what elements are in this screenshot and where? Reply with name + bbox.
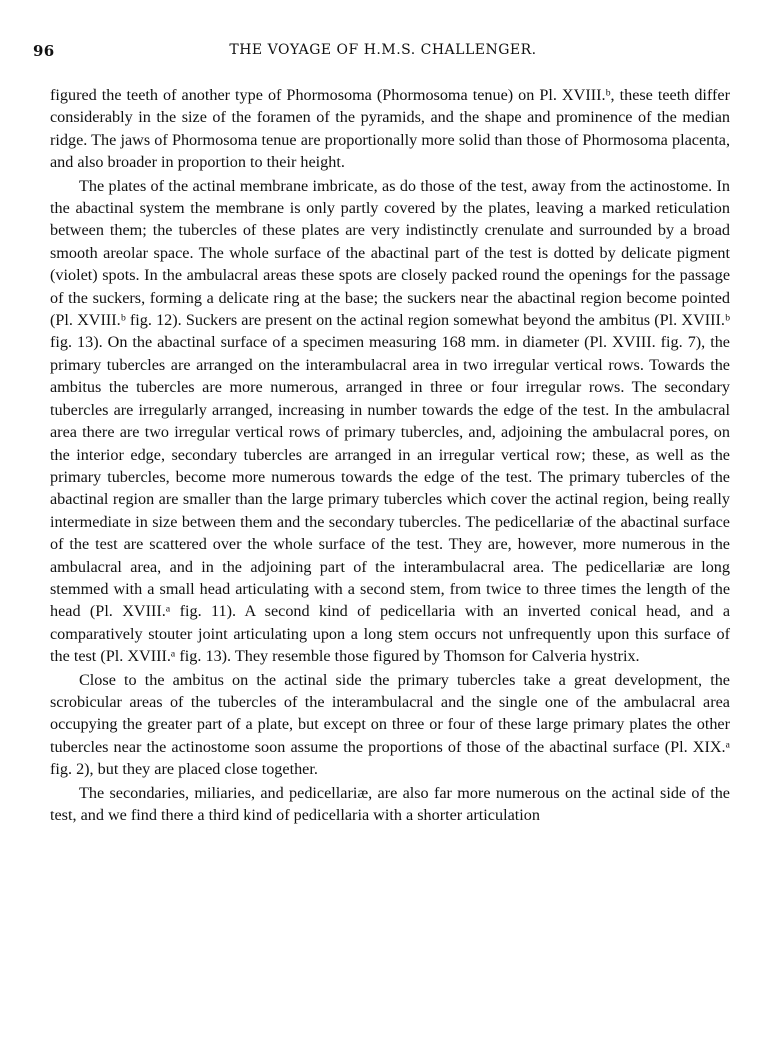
paragraph-1: figured the teeth of another type of Phormosoma (Phormosoma tenue) on Pl. XVIII.ᵇ, these teeth differ considerably in the size of the foramen of the pyramids, and the shape and prominence of the median ridge. The jaws of Phormosoma tenue are proportionally more solid than those of Phormosoma placenta, and also broader in proportion to their height. [50,86,730,172]
paragraph-3: Close to the ambitus on the actinal side the primary tubercles take a great development, the scrobicular areas of the tubercles of the interambulacral and the single one of the ambulacral area occupying the greater part of a plate, but except on three or four of these large primary plates the other tubercles near the actinostome soon assume the proportions of those of the abactinal surface (Pl. XIX.ᵃ fig. 2), but they are placed close together. [50,670,730,779]
running-head [33,42,733,62]
running-title: THE VOYAGE OF H.M.S. CHALLENGER. [229,42,537,58]
page-number: 96 [33,42,55,60]
paragraph-2: The plates of the actinal membrane imbricate, as do those of the test, away from the actinostome. In the abactinal system the membrane is only partly covered by the plates, leaving a marked reticulation between them; the tubercles of these plates are very indistinctly crenulate and surrounded by a broad smooth areolar space. The whole surface of the abactinal part of the test is dotted by delicate pigment (violet) spots. In the ambulacral areas these spots are closely packed round the openings for the passage of the suckers, forming a delicate ring at the base; the suckers near the abactinal region become pointed (Pl. XVIII.ᵇ fig. 12). Suckers are present on the actinal region somewhat beyond the ambitus (Pl. XVIII.ᵇ fig. 13). On the abactinal surface of a specimen measuring 168 mm. in diameter (Pl. XVIII. fig. 7), the primary tubercles are arranged on the interambulacral area in two irregular vertical rows. Towards the ambitus the tubercles are more numerous, arranged in three or four irregular rows. The secondary tubercles are irregularly arranged, increasing in number towards the edge of the test. In the ambulacral area there are two irregular vertical rows of primary tubercles, and, adjoining the ambulacral pores, on the interior edge, secondary tubercles are arranged in an irregular vertical row; these, as well as the primary tubercles, become more numerous towards the edge of the test. The primary tubercles of the abactinal region are smaller than the large primary tubercles which cover the actinal region, being really intermediate in size between them and the secondary tubercles. The pedicellariæ of the abactinal surface of the test are scattered over the whole surface of the test. They are, however, more numerous in the ambulacral area, and in the adjoining part of the interambulacral area. The pedicellariæ are long stemmed with a small head articulating with a second stem, from twice to three times the length of the head (Pl. XVIII.ᵃ fig. 11). A second kind of pedicellaria with an inverted conical head, and a comparatively stouter joint articulating upon a long stem occurs not unfrequently upon this surface of the test (Pl. XVIII.ᵃ fig. 13). They resemble those figured by Thomson for Calveria hystrix. [50,176,730,666]
paragraph-4: The secondaries, miliaries, and pedicellariæ, are also far more numerous on the actinal side of the test, and we find there a third kind of pedicellaria with a shorter articulation [50,783,730,824]
body-text [50,84,730,826]
